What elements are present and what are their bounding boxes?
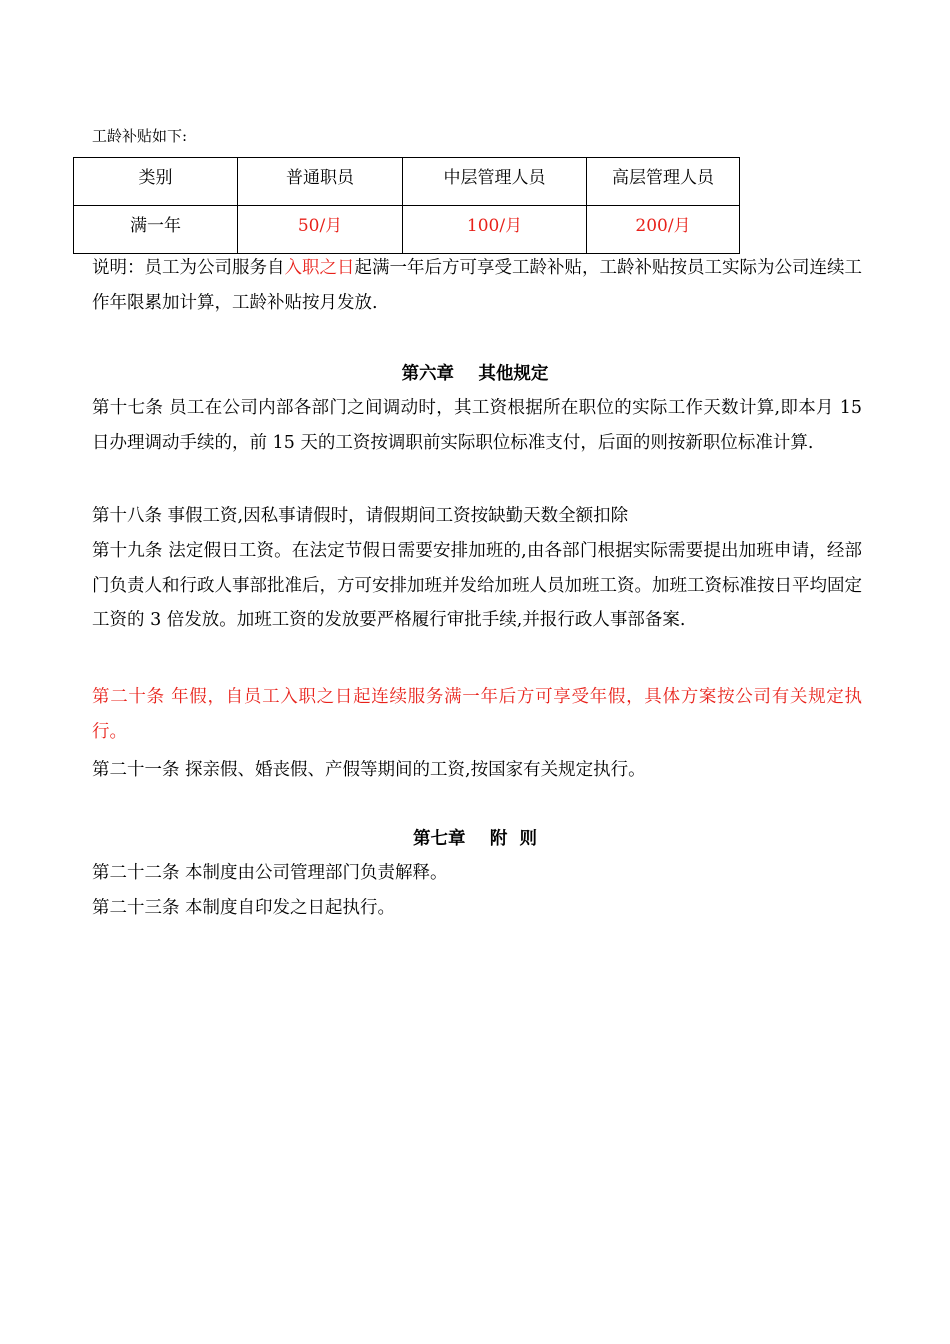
table-row (74, 206, 740, 254)
article-17: 第十七条 员工在公司内部各部门之间调动时，其工资根据所在职位的实际工作天数计算,即本月 15 日办理调动手续的，前 15 天的工资按调职前实际职位标准支付，后面的则按新职位标准计算. (92, 398, 862, 453)
value-middle-management: 100/月 (403, 206, 587, 254)
note-highlight: 入职之日 (284, 258, 355, 278)
seniority-allowance-table (73, 157, 740, 254)
note-text-before: 说明：员工为公司服务自 (92, 258, 285, 278)
header-middle-management: 中层管理人员 (403, 158, 587, 206)
article-21: 第二十一条 探亲假、婚丧假、产假等期间的工资,按国家有关规定执行。 (92, 760, 646, 780)
header-senior-management: 高层管理人员 (587, 158, 740, 206)
article-22: 第二十二条 本制度由公司管理部门负责解释。 (92, 863, 448, 883)
header-regular-staff: 普通职员 (238, 158, 403, 206)
value-senior-management: 200/月 (587, 206, 740, 254)
chapter-7-title: 第七章 附 则 (412, 829, 538, 849)
note-text-after: 起满一年后方可享受工龄补贴，工龄补贴按员工实际为公司连续工作年限累加计算，工龄补贴按月发放. (92, 258, 862, 313)
header-category: 类别 (74, 158, 238, 206)
row-label-one-year: 满一年 (74, 206, 238, 254)
article-18: 第十八条 事假工资,因私事请假时，请假期间工资按缺勤天数全额扣除 (92, 506, 629, 526)
table-header-row (74, 158, 740, 206)
chapter-6-title: 第六章 其他规定 (401, 364, 549, 384)
allowance-note (92, 251, 862, 320)
value-regular-staff: 50/月 (238, 206, 403, 254)
article-19: 第十九条 法定假日工资。在法定节假日需要安排加班的,由各部门根据实际需要提出加班申请，经部门负责人和行政人事部批准后，方可安排加班并发给加班人员加班工资。加班工资标准按日平均固定工资的 3 倍发放。加班工资的发放要严格履行审批手续,并报行政人事部备案. (92, 541, 862, 630)
article-23: 第二十三条 本制度自印发之日起执行。 (92, 898, 396, 918)
allowance-intro: 工龄补贴如下: (92, 127, 188, 145)
article-20: 第二十条 年假，自员工入职之日起连续服务满一年后方可享受年假，具体方案按公司有关规定执行。 (92, 687, 862, 742)
